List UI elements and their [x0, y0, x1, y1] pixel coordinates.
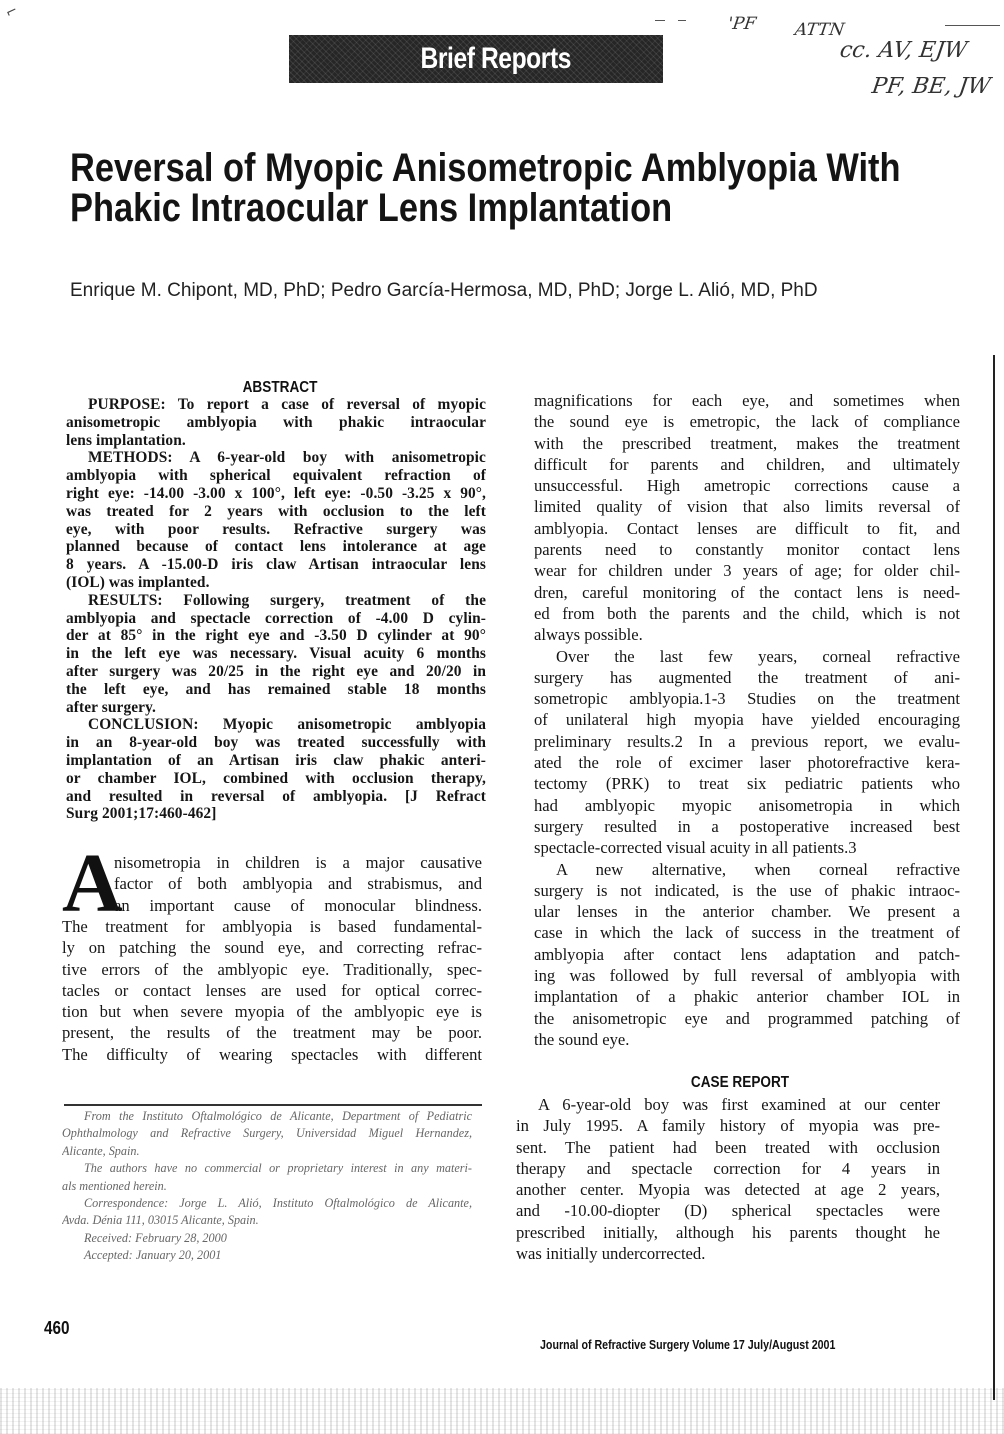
body-line: tectomy (PRK) to treat six pediatric patients who	[534, 774, 960, 794]
body-line: had amblyopic myopic anisometropia in which	[534, 795, 960, 815]
footnote-line: From the Instituto Oftalmológico de Alicante, Department of Pediatric	[84, 1109, 472, 1123]
body-line: surgery is not indicated, is the use of phakic intraoc-	[534, 880, 960, 900]
scan-mark: ⌐	[3, 2, 21, 22]
abstract-line: was treated for 2 years with occlusion to the left	[66, 502, 486, 520]
body-line: always possible.	[534, 625, 643, 645]
body-line: with the prescribed treatment, makes the treatment	[534, 433, 960, 453]
body-line: tion but when severe myopia of the amblyopic eye is	[62, 1002, 482, 1022]
body-line: A 6-year-old boy was first examined at our center	[538, 1095, 940, 1114]
abstract-line: amblyopia and spectacle correction of -4.00 D cylin-	[66, 609, 486, 627]
body-line: implantation of a phakic anterior chamber IOL in	[534, 987, 960, 1007]
abstract-line: in an 8-year-old boy was treated successfully with	[66, 734, 486, 752]
abstract-line: (IOL) was implanted.	[66, 573, 210, 591]
article-title	[70, 146, 901, 230]
abstract-line: in the left eye was necessary. Visual acuity 6 months	[66, 645, 486, 663]
body-line: spectacle-corrected visual acuity in all patients.3	[534, 838, 857, 858]
footnote-line: Received: February 28, 2000	[84, 1230, 227, 1245]
body-line: sent. The patient had been treated with occlusion	[516, 1137, 940, 1157]
abstract-line: after surgery.	[66, 698, 157, 716]
body-line: magnifications for each eye, and sometimes when	[534, 391, 960, 410]
author-list: Enrique M. Chipont, MD, PhD; Pedro García-Hermosa, MD, PhD; Jorge L. Alió, MD, PhD	[70, 280, 818, 301]
footnote-line: Accepted: January 20, 2001	[84, 1248, 222, 1263]
handwritten-note: 'PF	[726, 14, 758, 34]
abstract-line: Surg 2001;17:460-462]	[66, 805, 217, 823]
scan-artifact	[655, 20, 665, 21]
body-line: nisometropia in children is a major causative	[114, 853, 482, 872]
body-line: wear for children under 3 years of age; for older chil-	[534, 561, 960, 581]
abstract-line: amblyopia with spherical equivalent refraction of	[66, 467, 486, 485]
body-line: The difficulty of wearing spectacles with different	[62, 1044, 482, 1064]
page-edge-line	[993, 355, 995, 1400]
body-line: amblyopia. Contact lenses are difficult to fit, and	[534, 518, 960, 538]
abstract-line: anisometropic amblyopia with phakic intraocular	[66, 413, 486, 431]
section-banner	[289, 35, 663, 83]
scan-artifact	[945, 25, 1000, 26]
abstract-line: implantation of an Artisan iris claw phakic anteri-	[66, 751, 486, 769]
handwritten-note: cc. AV, EJW	[838, 38, 969, 63]
body-line: ing was followed by full reversal of amblyopia with	[534, 966, 960, 986]
footnote-line: Correspondence: Jorge L. Alió, Instituto Oftalmológico de Alicante,	[84, 1195, 472, 1210]
footnote-line: Ophthalmology and Refractive Surgery, Universidad Miguel Hernandez,	[62, 1126, 472, 1141]
abstract-line: eye, with poor results. Refractive surgery was	[66, 520, 486, 538]
abstract-line: planned because of contact lens intolerance at age	[66, 538, 486, 556]
body-line: of unilateral high myopia have yielded encouraging	[534, 710, 960, 730]
handwritten-note: PF, BE, JW	[870, 74, 993, 99]
abstract-line: or chamber IOL, combined with occlusion therapy,	[66, 769, 486, 787]
footnote-rule	[64, 1104, 482, 1106]
body-line: was initially undercorrected.	[516, 1244, 706, 1264]
body-line: parents need to constantly monitor contact lens	[534, 540, 960, 560]
body-text-left	[62, 916, 482, 1065]
abstract-heading: ABSTRACT	[242, 379, 318, 396]
abstract-line: lens implantation.	[66, 431, 186, 449]
body-line: and -10.00-diopter (D) spherical spectacles were	[516, 1201, 940, 1221]
body-line: ated the role of excimer laser photorefractive kera-	[534, 753, 960, 773]
body-line: amblyopia after contact lens adaptation and patch-	[534, 944, 960, 964]
body-line: ed from both the parents and the child, which is not	[534, 603, 960, 623]
body-line: difficult for parents and children, and ultimately	[534, 454, 960, 474]
article-title-line: Phakic Intraocular Lens Implantation	[70, 186, 673, 230]
body-line: A new alternative, when corneal refractive	[556, 859, 960, 879]
body-line: surgery has augmented the treatment of ani-	[534, 667, 960, 687]
body-line: present, the results of the treatment may be poor.	[62, 1023, 482, 1043]
body-line: tive errors of the amblyopic eye. Traditionally, spec-	[62, 959, 482, 979]
body-line: prescribed initially, although his parents thought he	[516, 1222, 940, 1242]
body-line: unsuccessful. High ametropic corrections cause a	[534, 476, 960, 496]
case-report-body	[516, 1094, 940, 1264]
body-line: tacles or contact lenses are used for optical correc-	[62, 980, 482, 1000]
footnote-line: The authors have no commercial or proprietary interest in any materi-	[84, 1161, 472, 1176]
abstract-line: 8 years. A -15.00-D iris claw Artisan intraocular lens	[66, 556, 486, 574]
body-line: surgery resulted in a postoperative increased best	[534, 816, 960, 836]
running-footer: Journal of Refractive Surgery Volume 17 July/August 2001	[540, 1337, 836, 1352]
section-banner-label: Brief Reports	[420, 42, 572, 75]
page-number: 460	[44, 1318, 70, 1338]
body-line: the sound eye.	[534, 1029, 630, 1049]
footnote-line: Alicante, Spain.	[62, 1143, 140, 1158]
body-line: preliminary results.2 In a previous report, we evalu-	[534, 731, 960, 751]
scan-bleed-through	[0, 1388, 1004, 1434]
abstract-line: and resulted in reversal of amblyopia. [J Refract	[66, 787, 486, 805]
body-line: an important cause of monocular blindness.	[114, 895, 482, 915]
abstract-line: RESULTS: Following surgery, treatment of the	[88, 591, 486, 609]
body-line: in July 1995. A family history of myopia was pre-	[516, 1116, 940, 1136]
article-title-line: Reversal of Myopic Anisometropic Amblyopia With	[70, 146, 901, 190]
case-report-heading: CASE REPORT	[690, 1074, 790, 1091]
body-line: another center. Myopia was detected at age 2 years,	[516, 1180, 940, 1200]
body-line: therapy and spectacle correction for 4 years in	[516, 1158, 940, 1178]
abstract-line: right eye: -14.00 -3.00 x 100°, left eye: -0.50 -3.25 x 90°,	[66, 484, 486, 502]
abstract-line: METHODS: A 6-year-old boy with anisometropic	[88, 449, 486, 467]
handwritten-note: ATTN	[793, 20, 846, 40]
footnote-line: Avda. Dénia 111, 03015 Alicante, Spain.	[62, 1213, 259, 1228]
body-line: ly on patching the sound eye, and correcting refrac-	[62, 938, 482, 958]
drop-cap: A	[62, 837, 123, 930]
abstract-line: the left eye, and has remained stable 18 months	[66, 680, 486, 698]
body-line: case in which the lack of success in the treatment of	[534, 923, 960, 943]
body-line: factor of both amblyopia and strabismus, and	[114, 874, 482, 894]
abstract-body	[66, 396, 486, 823]
footnote-line: als mentioned herein.	[62, 1178, 167, 1193]
body-line: The treatment for amblyopia is based fundamental-	[62, 917, 482, 936]
scan-artifact	[678, 20, 686, 21]
abstract-line: after surgery was 20/25 in the right eye and 20/20 in	[66, 662, 486, 680]
body-text-right	[534, 390, 960, 1050]
body-line: sometropic amblyopia.1-3 Studies on the treatment	[534, 689, 960, 709]
body-line: dren, careful monitoring of the contact lens is need-	[534, 582, 960, 602]
body-line: the anisometropic eye and programmed patching of	[534, 1008, 960, 1028]
body-line: Over the last few years, corneal refractive	[556, 646, 960, 666]
body-line: the sound eye is emetropic, the lack of compliance	[534, 412, 960, 432]
abstract-line: PURPOSE: To report a case of reversal of myopic	[88, 396, 486, 413]
abstract-line: CONCLUSION: Myopic anisometropic amblyopia	[88, 716, 486, 734]
body-text-dropcap-lines	[114, 852, 482, 916]
body-line: ular lenses in the anterior chamber. We present a	[534, 902, 960, 922]
abstract-line: der at 85° in the right eye and -3.50 D cylinder at 90°	[66, 627, 486, 645]
footnotes	[62, 1108, 472, 1265]
body-line: limited quality of vision that also limits reversal of	[534, 497, 960, 517]
